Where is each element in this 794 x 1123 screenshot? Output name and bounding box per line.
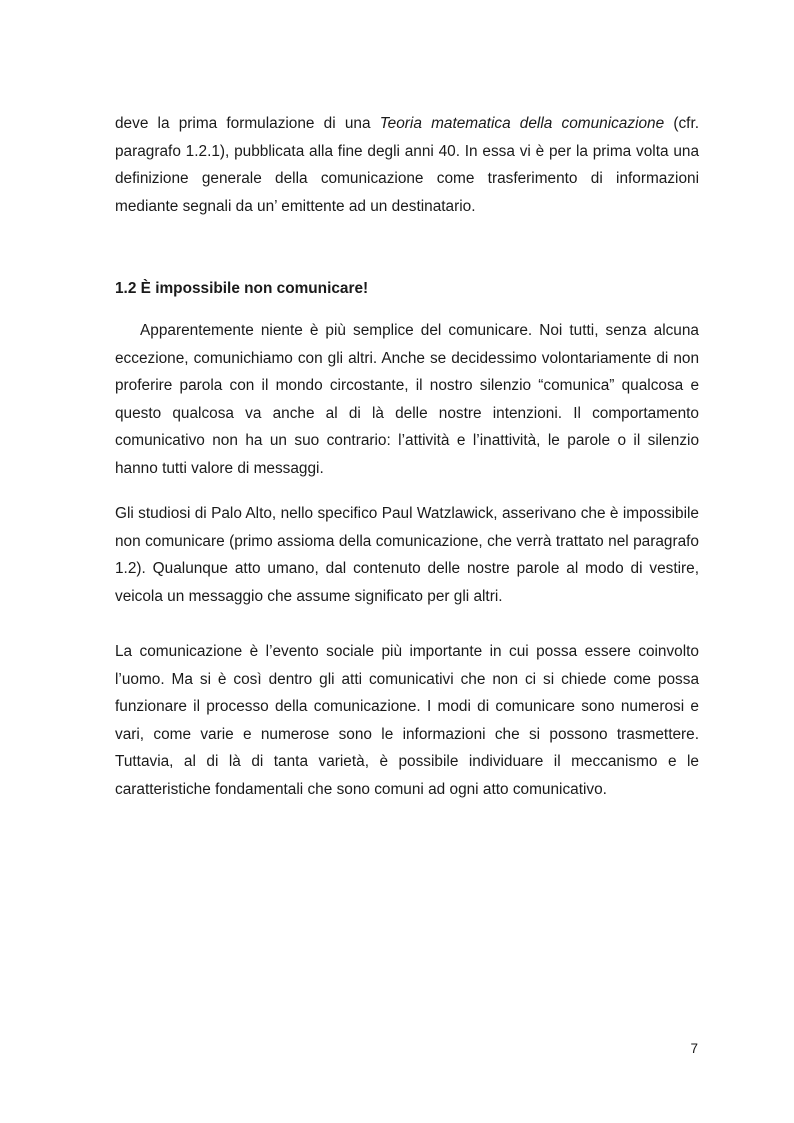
paragraph-studiosi: Gli studiosi di Palo Alto, nello specifico Paul Watzlawick, asserivano che è impossibile non comunicare (primo assioma della comunicazione, che verrà trattato nel paragrafo 1.2). Qualunque atto umano, dal contenuto delle nostre parole al modo di vestire, veicola un messaggio che assume significato per gli altri. (115, 505, 699, 605)
intro-book-title: Teoria matematica della comunicazione (379, 115, 665, 132)
page-number: 7 (690, 1041, 698, 1056)
intro-paragraph (115, 110, 699, 220)
paragraph-comunicazione: La comunicazione è l’evento sociale più importante in cui possa essere coinvolto l’uomo. Ma si è così dentro gli atti comunicativi che non ci si chiede come possa funzionare il processo della comunicazione. I modi di comunicare sono numerosi e vari, come varie e numerose sono le informazioni che si possono trasmettere. Tuttavia, al di là di tanta varietà, è possibile individuare il meccanismo e le caratteristiche fondamentali che sono comuni ad ogni atto comunicativo. (115, 643, 699, 798)
paragraph-apparentemente: Apparentemente niente è più semplice del comunicare. Noi tutti, senza alcuna eccezione, comunichiamo con gli altri. Anche se decidessimo volontariamente di non proferire parola con il mondo circostante, il nostro silenzio “comunica” qualcosa e questo qualcosa va anche al di là delle nostre intenzioni. Il comportamento comunicativo non ha un suo contrario: l’attività e l’inattività, le parole o il silenzio hanno tutti valore di messaggi. (115, 322, 699, 477)
intro-text-after: (cfr. paragrafo 1.2.1), pubblicata alla fine degli anni 40. In essa vi è per la prima volta una definizione generale della comunicazione come trasferimento di informazioni mediante segnali da un’ emittente ad un destinatario. (115, 115, 699, 215)
intro-text-before: deve la prima formulazione di una (115, 115, 380, 132)
section-heading: 1.2 È impossibile non comunicare! (115, 280, 369, 297)
